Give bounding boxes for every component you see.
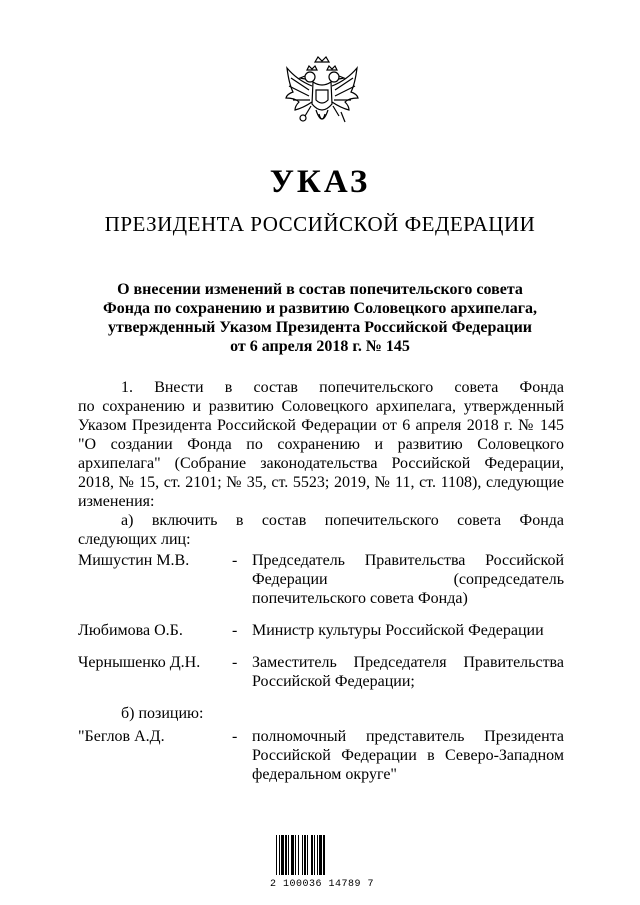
person-role — [252, 621, 564, 640]
intro-line: "О создании Фонда по сохранению и развитию Соловецкого — [78, 436, 564, 453]
intro-line: архипелага" (Собрание законодательства Российской Федерации, — [78, 455, 564, 472]
person-entry — [78, 621, 564, 640]
role-line: Федерации (сопредседатель — [252, 571, 564, 588]
person-name: Чернышенко Д.Н. — [78, 654, 201, 671]
role-line: полномочный представитель Президента — [252, 728, 564, 745]
role-line: Заместитель Председателя Правительства — [252, 654, 564, 671]
person-name: Любимова О.Б. — [78, 622, 183, 639]
intro-line: 2018, № 15, ст. 2101; № 35, ст. 5523; 2019, № 11, ст. 1108), следующие — [78, 474, 564, 491]
barcode — [270, 835, 375, 890]
decree-title — [80, 280, 560, 356]
decree-title-line: утвержденный Указом Президента Российской Федерации — [107, 319, 533, 336]
intro-line: Указом Президента Российской Федерации от 6 апреля 2018 г. № 145 — [78, 417, 564, 434]
item-a-line: следующих лиц: — [78, 531, 191, 548]
person-name: Мишустин М.В. — [78, 552, 190, 569]
role-line: Министр культуры Российской Федерации — [252, 622, 544, 639]
person-dash: - — [232, 654, 238, 671]
document-title: УКАЗ — [269, 164, 371, 200]
person-name: "Беглов А.Д. — [78, 728, 165, 745]
person-entry — [78, 551, 564, 608]
decree-title-line: Фонда по сохранению и развитию Соловецкого архипелага, — [102, 300, 537, 317]
person-role — [252, 551, 564, 608]
person-dash: - — [232, 728, 238, 745]
person-dash: - — [232, 622, 238, 639]
item-b: б) позицию: — [121, 705, 204, 722]
decree-title-line: О внесении изменений в состав попечительского совета — [117, 281, 523, 298]
intro-line: по сохранению и развитию Соловецкого архипелага, утвержденный — [78, 398, 564, 415]
intro-line: 1. Внести в состав попечительского совета Фонда — [121, 379, 564, 396]
barcode-bars — [276, 835, 364, 875]
coat-of-arms-emblem — [283, 54, 361, 140]
intro-paragraph — [78, 378, 564, 511]
person-role — [252, 727, 564, 784]
person-entry — [78, 653, 564, 691]
item-a — [78, 511, 564, 549]
role-line: попечительского совета Фонда) — [252, 590, 468, 607]
decree-body — [78, 378, 564, 784]
role-line: федеральном округе" — [252, 766, 397, 783]
item-a-line: а) включить в состав попечительского совета Фонда — [121, 512, 564, 529]
person-entry — [78, 727, 564, 784]
person-role — [252, 653, 564, 691]
document-subtitle: ПРЕЗИДЕНТА РОССИЙСКОЙ ФЕДЕРАЦИИ — [104, 212, 536, 236]
person-dash: - — [232, 552, 238, 569]
intro-line: изменения: — [78, 493, 155, 510]
decree-title-line: от 6 апреля 2018 г. № 145 — [230, 338, 410, 355]
role-line: Российской Федерации в Северо-Западном — [252, 747, 564, 764]
role-line: Председатель Правительства Российской — [252, 552, 564, 569]
role-line: Российской Федерации; — [252, 673, 415, 690]
barcode-number: 2 100036 14789 7 — [270, 879, 375, 890]
